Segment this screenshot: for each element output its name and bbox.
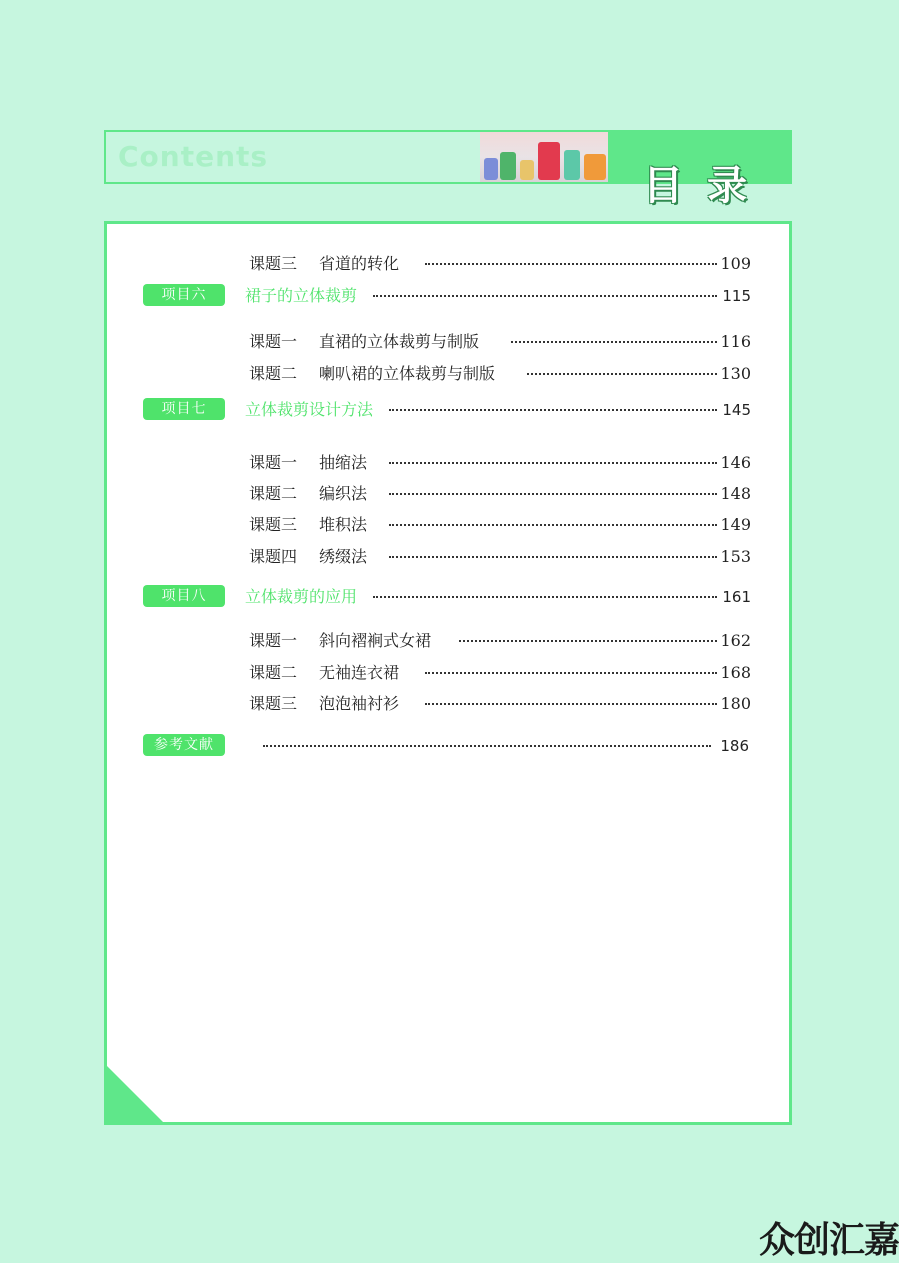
leader-dots: [425, 672, 717, 674]
toc-row[interactable]: [107, 692, 795, 716]
toc-row[interactable]: [107, 330, 795, 354]
leader-dots: [511, 341, 717, 343]
toc-row[interactable]: [107, 513, 795, 537]
project-badge: 项目六: [143, 284, 225, 306]
leader-dots: [425, 263, 717, 265]
leader-dots: [389, 556, 717, 558]
leader-dots: [527, 373, 717, 375]
project-badge: 项目八: [143, 585, 225, 607]
leader-dots: [389, 524, 717, 526]
lesson-label: 课题三: [249, 254, 298, 273]
lesson-title: 泡泡袖衬衫: [319, 694, 400, 713]
page-number: 162: [720, 631, 751, 650]
toc-panel: [104, 221, 792, 1125]
page-number: 115: [722, 287, 751, 305]
toc-row[interactable]: [107, 629, 795, 653]
lesson-title: 绣缀法: [319, 547, 368, 566]
page-number: 146: [720, 453, 751, 472]
lesson-title: 喇叭裙的立体裁剪与制版: [319, 364, 496, 383]
page-title: 目录: [643, 163, 771, 209]
project-title: 裙子的立体裁剪: [245, 286, 358, 305]
lesson-title: 斜向褶裥式女裙: [319, 631, 432, 650]
leader-dots: [373, 295, 717, 297]
lesson-label: 课题二: [249, 663, 298, 682]
page-number: 116: [720, 332, 751, 351]
leader-dots: [373, 596, 717, 598]
lesson-label: 课题一: [249, 332, 298, 351]
lesson-title: 无袖连衣裙: [319, 663, 400, 682]
page-number: 180: [720, 694, 751, 713]
thread-spools-photo: [480, 132, 610, 182]
page-number: 153: [720, 547, 751, 566]
lesson-label: 课题三: [249, 515, 298, 534]
lesson-label: 课题二: [249, 364, 298, 383]
lesson-label: 课题二: [249, 484, 298, 503]
leader-dots: [389, 462, 717, 464]
leader-dots: [425, 703, 717, 705]
page-number: 161: [722, 588, 751, 606]
leader-dots: [389, 493, 717, 495]
page-number: 168: [720, 663, 751, 682]
project-title: 立体裁剪的应用: [245, 587, 358, 606]
lesson-label: 课题四: [249, 547, 298, 566]
toc-row[interactable]: [107, 284, 795, 308]
toc-row[interactable]: [107, 252, 795, 276]
page-number: 149: [720, 515, 751, 534]
lesson-title: 编织法: [319, 484, 368, 503]
project-badge: 项目七: [143, 398, 225, 420]
lesson-label: 课题一: [249, 453, 298, 472]
lesson-label: 课题一: [249, 631, 298, 650]
toc-row[interactable]: [107, 398, 795, 422]
leader-dots: [389, 409, 717, 411]
leader-dots: [263, 745, 711, 747]
page-number: 145: [722, 401, 751, 419]
page-number: 130: [720, 364, 751, 383]
project-title: 立体裁剪设计方法: [245, 400, 374, 419]
toc-row[interactable]: [107, 362, 795, 386]
page-number: 109: [720, 254, 751, 273]
toc-row[interactable]: [107, 482, 795, 506]
lesson-title: 直裙的立体裁剪与制版: [319, 332, 480, 351]
leader-dots: [459, 640, 717, 642]
lesson-title: 堆积法: [319, 515, 368, 534]
toc-row[interactable]: [107, 545, 795, 569]
references-badge: 参考文献: [143, 734, 225, 756]
contents-word: Contents: [118, 140, 269, 173]
toc-row[interactable]: [107, 661, 795, 685]
page-number: 148: [720, 484, 751, 503]
lesson-label: 课题三: [249, 694, 298, 713]
watermark-logo: 众创汇嘉: [758, 1220, 899, 1261]
page-number: 186: [720, 737, 749, 755]
lesson-title: 抽缩法: [319, 453, 368, 472]
toc-row[interactable]: [107, 451, 795, 475]
corner-decoration: [104, 1063, 166, 1125]
lesson-title: 省道的转化: [319, 254, 400, 273]
toc-row[interactable]: [107, 734, 795, 758]
toc-row[interactable]: [107, 585, 795, 609]
